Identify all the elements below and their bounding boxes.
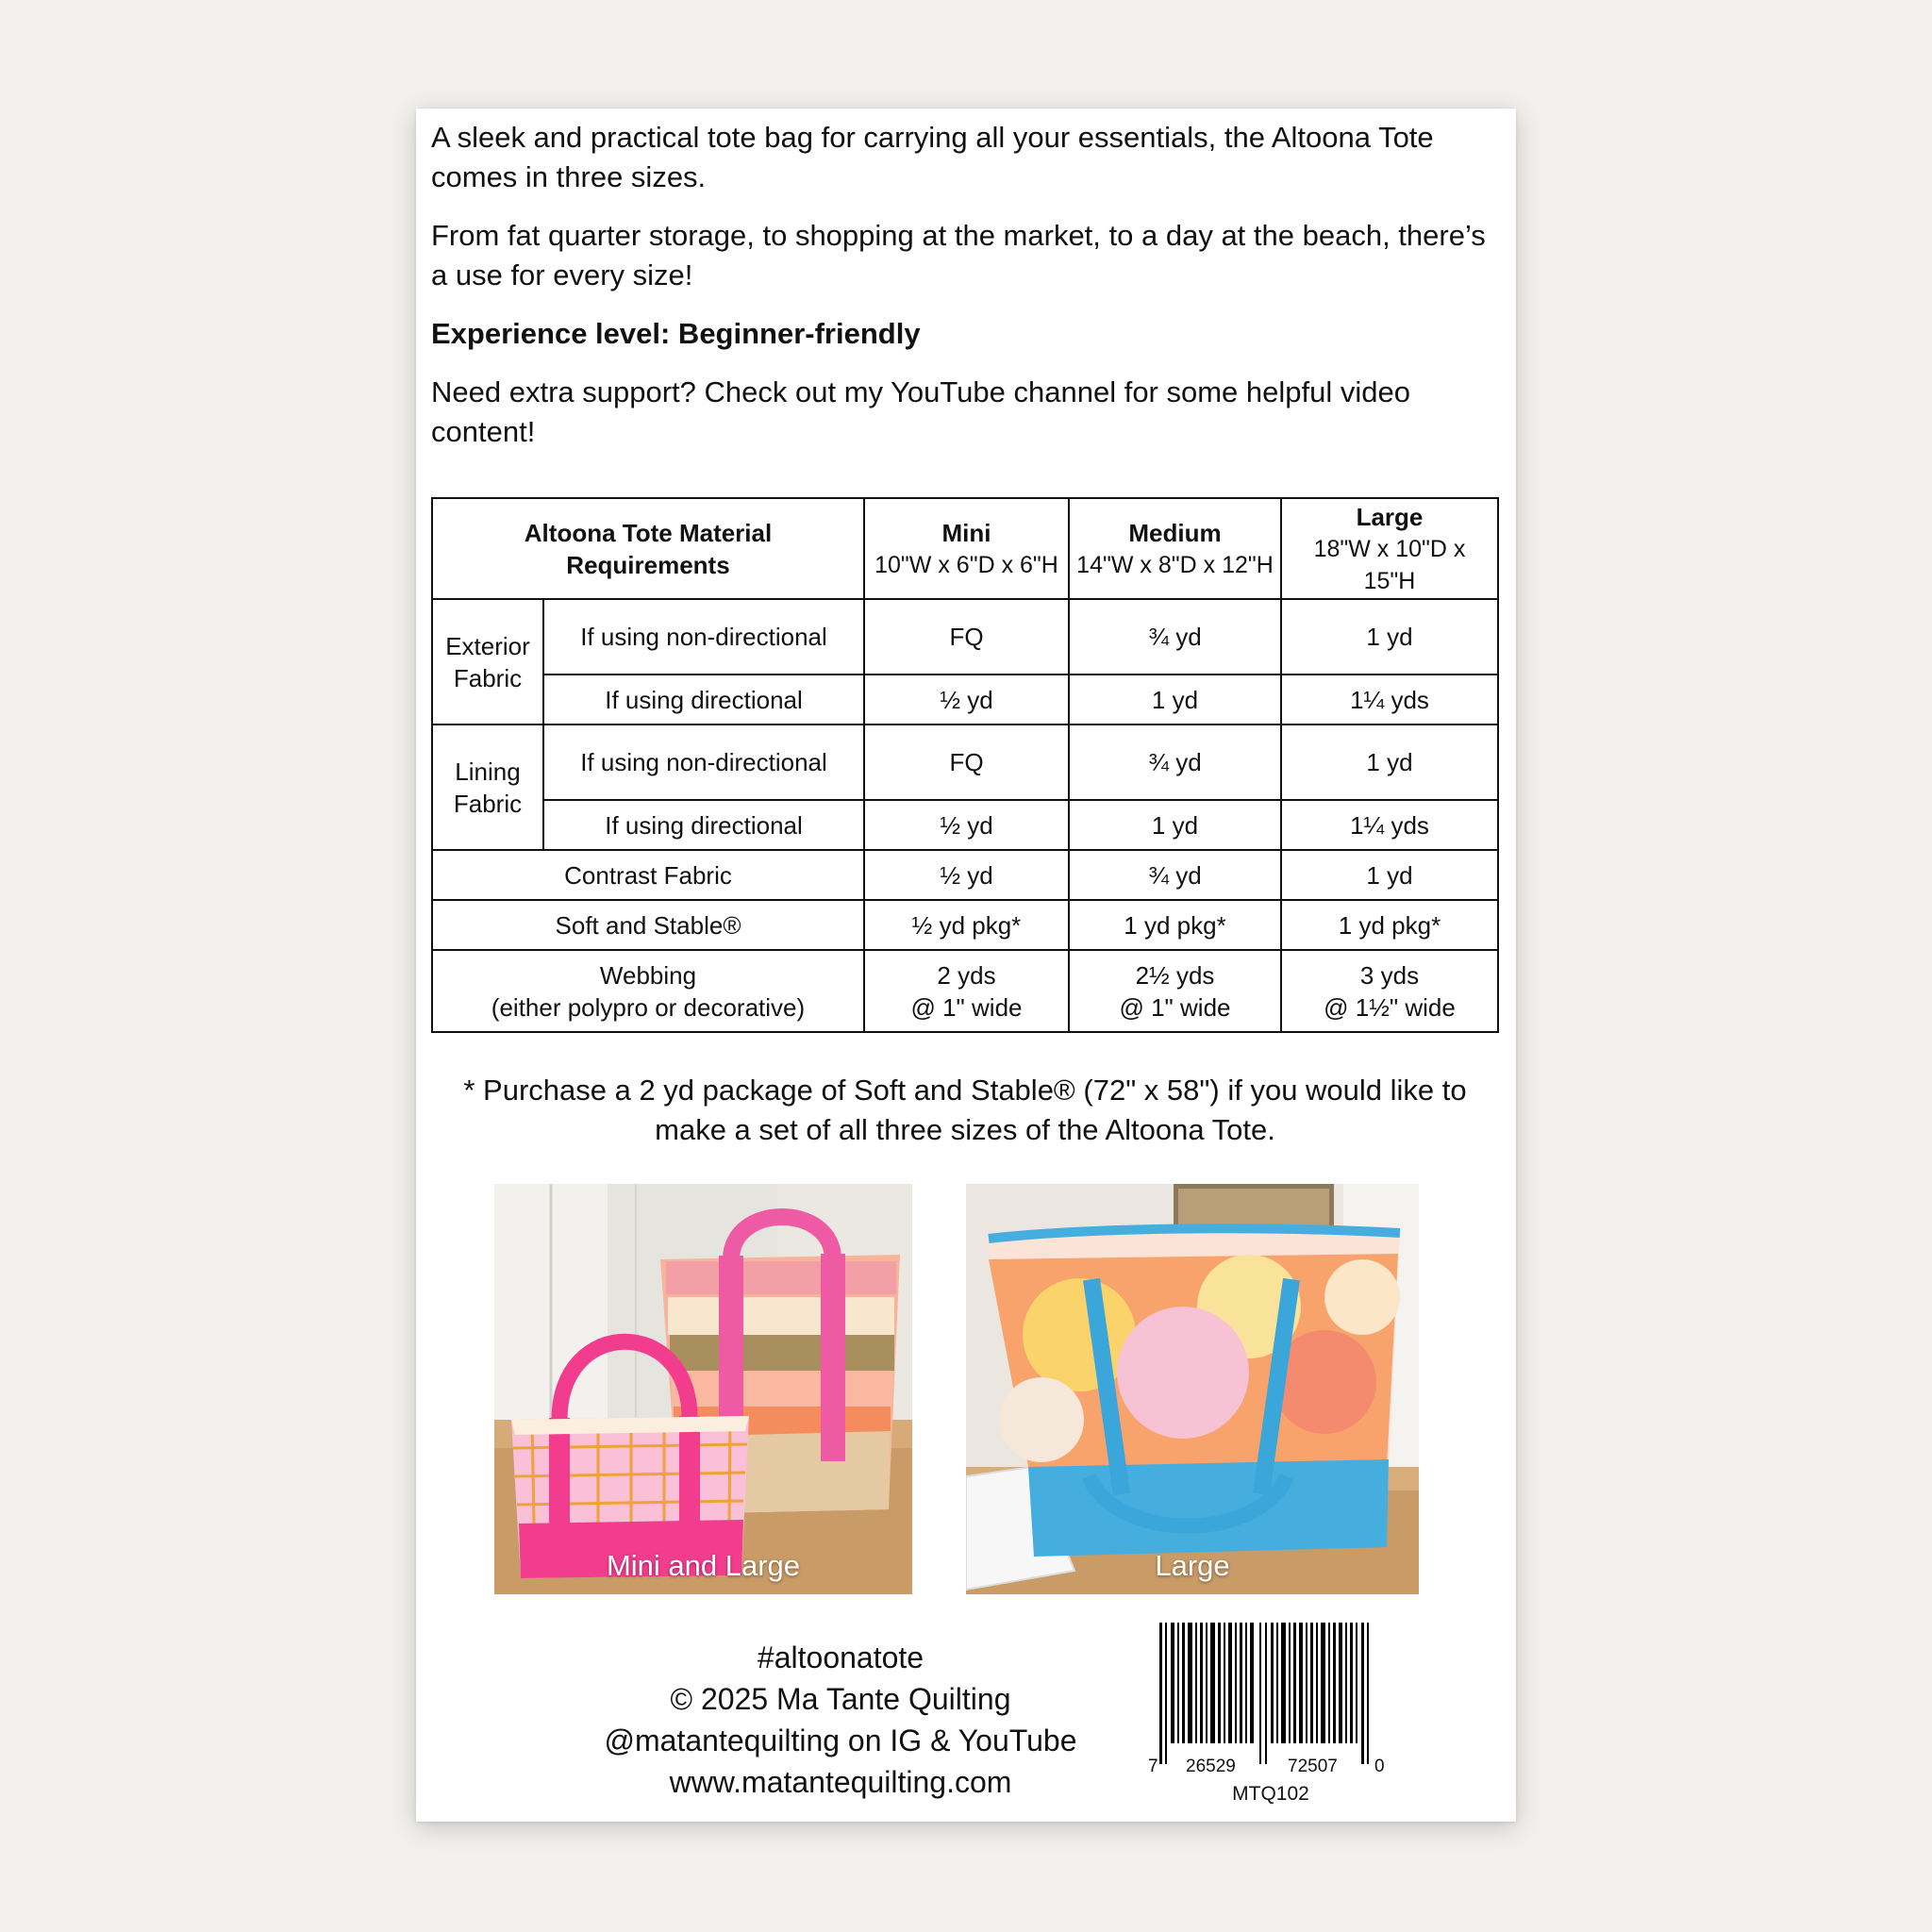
barcode-digit-group: 72507 [1288, 1757, 1338, 1776]
size-header-large: Large 18"W x 10"D x 15"H [1281, 498, 1498, 599]
table-row [432, 900, 1498, 950]
lining-fabric-label: Lining Fabric [432, 724, 543, 850]
table-cell: 1 yd pkg* [1281, 900, 1498, 950]
table-cell: FQ [864, 724, 1069, 800]
tote-photo-illustration [966, 1184, 1419, 1594]
intro-paragraph: From fat quarter storage, to shopping at the market, to a day at the beach, there’s a use for every size! [431, 219, 1486, 291]
table-cell: FQ [864, 599, 1069, 675]
table-cell: 1 yd [1069, 675, 1281, 724]
social-handle: @matantequilting on IG & YouTube [604, 1724, 1077, 1757]
table-cell: 1¼ yds [1281, 675, 1498, 724]
row-label: Contrast Fabric [432, 850, 864, 900]
sku-code: MTQ102 [1232, 1783, 1309, 1805]
row-label: If using directional [543, 675, 864, 724]
barcode-digit-group: 26529 [1186, 1757, 1236, 1776]
intro-paragraph: A sleek and practical tote bag for carrying all your essentials, the Altoona Tote comes in three sizes. [431, 121, 1434, 193]
table-cell: 1 yd [1281, 599, 1498, 675]
table-cell: ¾ yd [1069, 850, 1281, 900]
photo-mini-and-large [494, 1184, 912, 1594]
table-header-row [432, 498, 1498, 599]
table-row [432, 675, 1498, 724]
contact-info [473, 1637, 1208, 1803]
table-row [432, 599, 1498, 675]
website: www.matantequilting.com [669, 1765, 1012, 1799]
pattern-back-cover [416, 108, 1516, 1822]
footnote: * Purchase a 2 yd package of Soft and Stable® (72" x 58") if you would like to make a set of all three sizes of the Altoona Tote. [463, 1074, 1467, 1146]
table-cell: ½ yd [864, 850, 1069, 900]
row-label: If using non-directional [543, 599, 864, 675]
table-cell: 1 yd [1281, 850, 1498, 900]
table-cell: ¾ yd [1069, 599, 1281, 675]
barcode-bars [1148, 1618, 1393, 1769]
row-label: Webbing (either polypro or decorative) [432, 950, 864, 1032]
table-cell: ½ yd [864, 800, 1069, 850]
row-label: If using directional [543, 800, 864, 850]
table-title: Altoona Tote Material Requirements [432, 498, 864, 599]
photo-large [966, 1184, 1419, 1594]
row-label: If using non-directional [543, 724, 864, 800]
intro-paragraph: Need extra support? Check out my YouTube channel for some helpful video content! [431, 375, 1410, 448]
copyright: © 2025 Ma Tante Quilting [670, 1682, 1011, 1716]
experience-level: Experience level: Beginner-friendly [431, 317, 921, 350]
table-cell: 2 yds @ 1" wide [864, 950, 1069, 1032]
upc-barcode [1148, 1618, 1412, 1807]
size-header-medium: Medium 14"W x 8"D x 12"H [1069, 498, 1281, 599]
table-cell: ½ yd [864, 675, 1069, 724]
table-cell: 1¼ yds [1281, 800, 1498, 850]
photo-caption: Large [1155, 1549, 1230, 1582]
table-cell: 1 yd [1281, 724, 1498, 800]
intro-text [431, 118, 1497, 471]
size-header-mini: Mini 10"W x 6"D x 6"H [864, 498, 1069, 599]
photo-caption: Mini and Large [606, 1549, 801, 1582]
table-cell: 3 yds @ 1½" wide [1281, 950, 1498, 1032]
table-cell: 1 yd [1069, 800, 1281, 850]
row-label: Soft and Stable® [432, 900, 864, 950]
tote-photo-illustration [494, 1184, 912, 1594]
table-row [432, 800, 1498, 850]
table-cell: ¾ yd [1069, 724, 1281, 800]
table-row [432, 950, 1498, 1032]
table-cell: 2½ yds @ 1" wide [1069, 950, 1281, 1032]
hashtag: #altoonatote [757, 1641, 924, 1674]
barcode-digit: 0 [1374, 1757, 1385, 1776]
table-cell: 1 yd pkg* [1069, 900, 1281, 950]
table-row [432, 724, 1498, 800]
exterior-fabric-label: Exterior Fabric [432, 599, 543, 724]
barcode-digit: 7 [1148, 1757, 1158, 1776]
table-row [432, 850, 1498, 900]
material-requirements-table [431, 497, 1499, 1033]
table-cell: ½ yd pkg* [864, 900, 1069, 950]
